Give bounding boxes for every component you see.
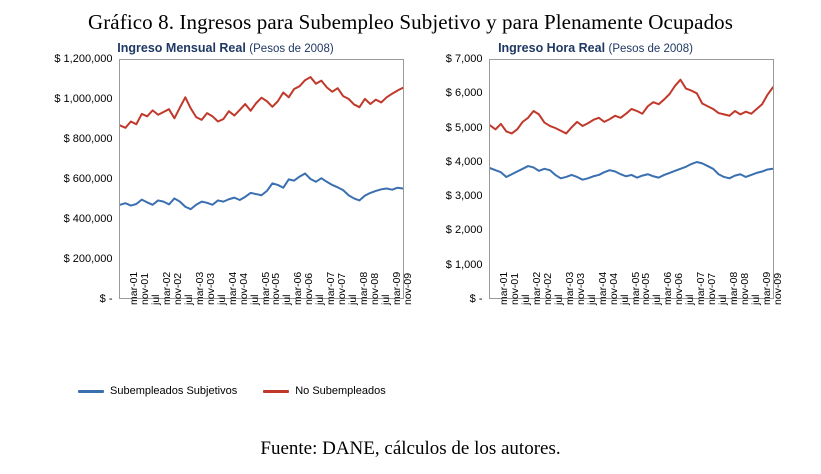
legend-item <box>78 385 237 397</box>
x-tick-label: nov-09 <box>772 272 785 305</box>
x-tick-label: jul <box>585 294 598 305</box>
legend-label: No Subempleados <box>295 385 386 397</box>
plot-area-right <box>489 59 774 299</box>
x-tick-label: jul <box>618 294 631 305</box>
chart-ingreso-hora-real <box>411 41 785 379</box>
x-tick-label: nov-01 <box>508 272 521 305</box>
x-tick-label: mar-08 <box>358 271 371 305</box>
y-tick-label: $ 4,000 <box>445 155 483 168</box>
x-tick-label: jul <box>347 294 360 305</box>
x-tick-label: mar-06 <box>292 271 305 305</box>
x-tick-label: jul <box>281 294 294 305</box>
y-tick-label: $ 6,000 <box>445 87 483 100</box>
x-tick-label: jul <box>717 294 730 305</box>
x-tick-label: nov-08 <box>369 272 382 305</box>
x-tick-label: jul <box>552 294 565 305</box>
x-tick-label: nov-06 <box>303 272 316 305</box>
legend-swatch-icon <box>263 390 289 393</box>
x-tick-label: nov-02 <box>541 272 554 305</box>
x-tick-label: mar-05 <box>259 271 272 305</box>
y-tick-label: $ 400,000 <box>63 213 113 225</box>
x-tick-label: mar-02 <box>530 271 543 305</box>
plot-area-left <box>119 59 404 299</box>
y-tick-label: $ 200,000 <box>63 253 113 265</box>
series-line <box>120 173 403 209</box>
x-tick-label: nov-06 <box>673 272 686 305</box>
plot-wrap-right <box>411 53 785 379</box>
x-tick-label: mar-05 <box>629 271 642 305</box>
source-note: Fuente: DANE, cálculos de los autores. <box>260 438 561 459</box>
y-tick-label: $ 3,000 <box>445 190 483 203</box>
y-axis-right <box>411 53 487 305</box>
series-line <box>490 162 773 180</box>
y-tick-label: $ 800,000 <box>63 133 113 145</box>
chart-title-right-paren: (Pesos de 2008) <box>608 43 693 55</box>
x-tick-label: mar-03 <box>193 271 206 305</box>
x-tick-label: jul <box>750 294 763 305</box>
x-tick-label: jul <box>519 294 532 305</box>
x-tick-label: jul <box>314 294 327 305</box>
x-tick-label: mar-03 <box>563 271 576 305</box>
charts-row <box>0 41 821 379</box>
y-tick-label: $ 2,000 <box>445 224 483 237</box>
y-tick-label: $ 5,000 <box>445 121 483 134</box>
x-tick-label: jul <box>149 294 162 305</box>
x-tick-label: mar-08 <box>728 271 741 305</box>
legend-label: Subempleados Subjetivos <box>110 385 238 397</box>
x-tick-label: nov-07 <box>706 272 719 305</box>
x-tick-label: nov-01 <box>138 272 151 305</box>
figure-title: Gráfico 8. Ingresos para Subempleo Subjetivo y para Plenamente Ocupados <box>87 10 734 34</box>
x-tick-label: jul <box>651 294 664 305</box>
x-tick-label: jul <box>380 294 393 305</box>
x-tick-label: mar-06 <box>662 271 675 305</box>
series-line <box>490 80 773 134</box>
y-tick-label: $ 7,000 <box>445 53 483 65</box>
x-tick-label: mar-02 <box>160 271 173 305</box>
x-tick-label: mar-09 <box>761 271 774 305</box>
chart-title-right-main: Ingreso Hora Real <box>498 41 606 55</box>
x-tick-label: nov-07 <box>336 272 349 305</box>
y-tick-label: $ - <box>469 293 483 305</box>
x-axis-right <box>489 271 785 373</box>
y-tick-label: $ 1,000 <box>445 258 483 271</box>
y-tick-label: $ 1,000,000 <box>54 93 113 105</box>
plot-wrap-left <box>41 53 415 379</box>
x-tick-label: mar-04 <box>226 271 239 305</box>
y-tick-label: $ 1,200,000 <box>54 53 113 65</box>
x-tick-label: nov-04 <box>607 272 620 305</box>
x-tick-label: nov-04 <box>237 272 250 305</box>
chart-legend <box>78 385 404 397</box>
legend-swatch-icon <box>78 390 104 393</box>
x-tick-label: mar-04 <box>596 271 609 305</box>
x-tick-label: nov-03 <box>574 272 587 305</box>
chart-ingreso-mensual-real <box>41 41 415 379</box>
x-tick-label: jul <box>684 294 697 305</box>
legend-item <box>263 385 386 397</box>
x-tick-label: nov-05 <box>640 272 653 305</box>
chart-title-left-main: Ingreso Mensual Real <box>117 41 246 55</box>
y-axis-left <box>41 53 117 305</box>
x-tick-label: jul <box>248 294 261 305</box>
x-tick-label: mar-01 <box>497 271 510 305</box>
x-tick-label: nov-08 <box>739 272 752 305</box>
x-tick-label: jul <box>215 294 228 305</box>
x-tick-label: mar-07 <box>325 271 338 305</box>
x-tick-label: mar-09 <box>391 271 404 305</box>
x-axis-left <box>119 271 415 373</box>
x-tick-label: nov-03 <box>204 272 217 305</box>
x-tick-label: nov-02 <box>171 272 184 305</box>
y-tick-label: $ - <box>99 293 113 305</box>
x-tick-label: mar-01 <box>127 271 140 305</box>
series-line <box>120 77 403 128</box>
chart-title-left-paren: (Pesos de 2008) <box>249 43 334 55</box>
x-tick-label: jul <box>182 294 195 305</box>
x-tick-label: nov-05 <box>270 272 283 305</box>
x-tick-label: mar-07 <box>695 271 708 305</box>
y-tick-label: $ 600,000 <box>63 173 113 185</box>
x-tick-label: nov-09 <box>402 272 415 305</box>
